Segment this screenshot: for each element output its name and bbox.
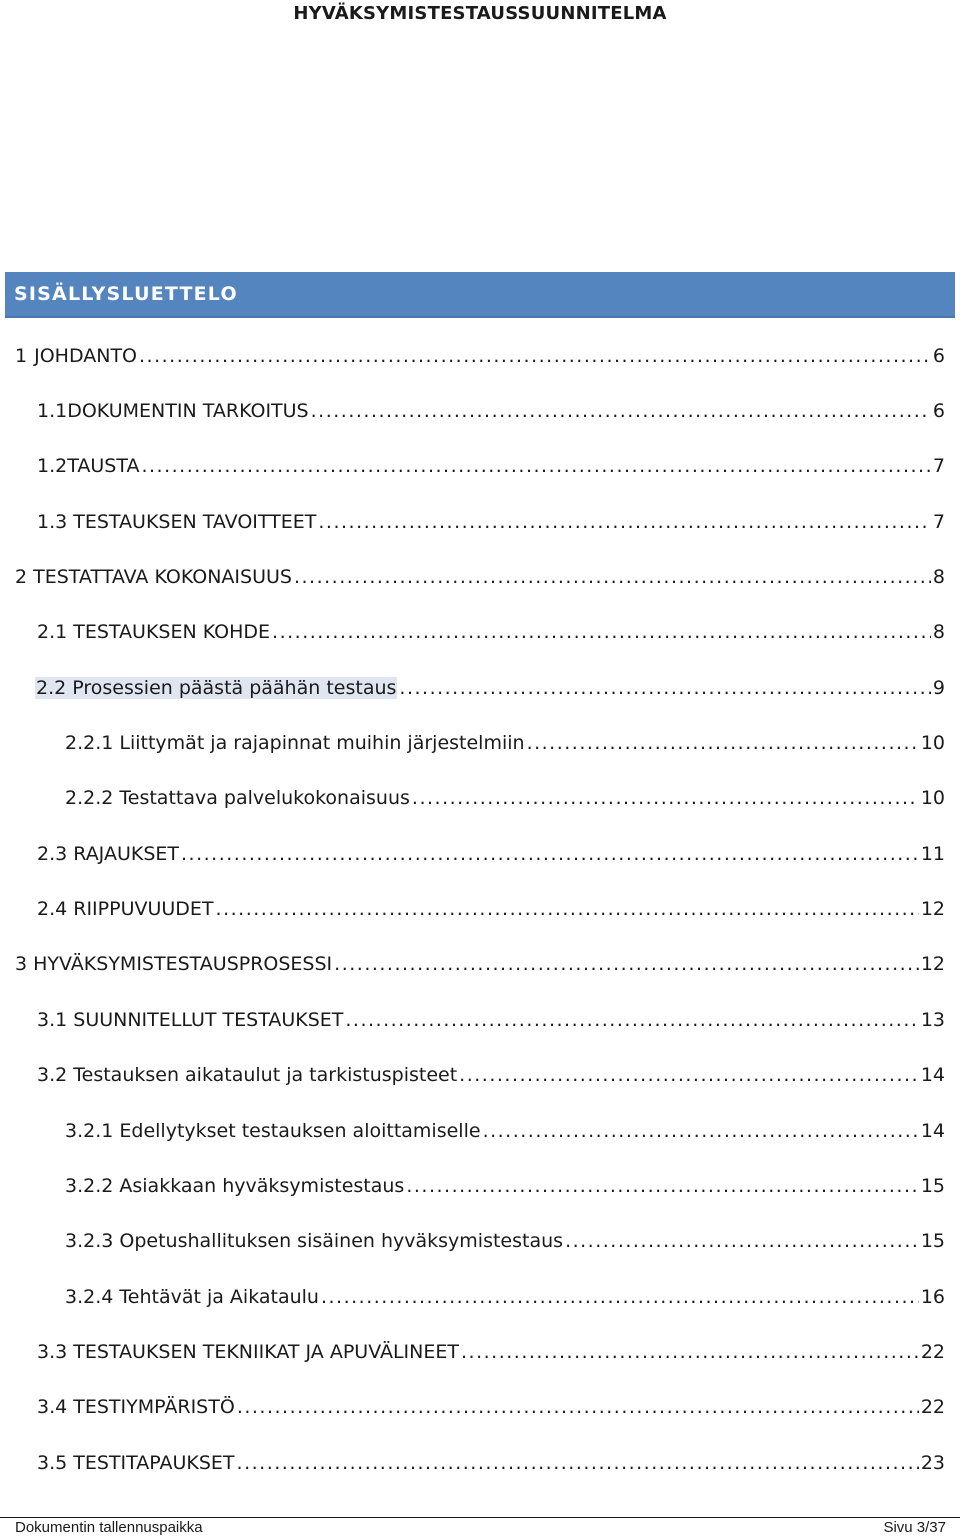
- toc-entry-label: 3.1 SUUNNITELLUT TESTAUKSET: [37, 1009, 344, 1031]
- toc-leader-dots: [272, 621, 931, 643]
- toc-entry-page: 7: [932, 511, 945, 533]
- toc-entry-tehtavat-aikataulu[interactable]: [65, 1268, 945, 1308]
- toc-entry-page: 12: [920, 953, 945, 975]
- toc-entry-testattava-kokonaisuus[interactable]: [15, 548, 945, 588]
- toc-entry-edellytykset[interactable]: [65, 1102, 945, 1142]
- toc-entry-prosessien-testaus[interactable]: [35, 659, 945, 699]
- toc-entry-label: 2.2.1 Liittymät ja rajapinnat muihin järjestelmiin: [65, 732, 525, 754]
- toc-entry-label: JOHDANTO: [34, 345, 138, 367]
- toc-entry-label: 3.2 Testauksen aikataulut ja tarkistuspisteet: [37, 1064, 458, 1086]
- toc-entry-label: 3.4 TESTIYMPÄRISTÖ: [37, 1396, 235, 1418]
- document-header: [0, 3, 960, 24]
- toc-leader-dots: [237, 1452, 919, 1474]
- toc-banner: [5, 272, 955, 318]
- toc-entry-label: 3.2.4 Tehtävät ja Aikataulu: [65, 1286, 319, 1308]
- toc-entry-johdanto[interactable]: [15, 327, 945, 367]
- toc-entry-tekniikat[interactable]: [37, 1323, 945, 1363]
- toc-entry-page: 6: [932, 400, 945, 422]
- toc-entry-label: 3.3 TESTAUKSEN TEKNIIKAT JA APUVÄLINEET: [37, 1341, 459, 1363]
- toc-entry-liittymat[interactable]: [65, 714, 945, 754]
- toc-entry-page: 10: [920, 732, 945, 754]
- toc-entry-page: 22: [920, 1341, 945, 1363]
- toc-leader-dots: [527, 732, 919, 754]
- toc-entry-page: 9: [932, 677, 945, 699]
- footer-page-number: Sivu 3/37: [883, 1519, 946, 1536]
- toc-leader-dots: [483, 1120, 919, 1142]
- toc-title: SISÄLLYSLUETTELO: [14, 283, 238, 305]
- toc-entry-number: 1.1: [37, 400, 68, 422]
- toc-entry-page: 8: [932, 566, 945, 588]
- toc-entry-label: 1.3 TESTAUKSEN TAVOITTEET: [37, 511, 317, 533]
- document-footer: [0, 1517, 960, 1539]
- toc-entry-label: 3.2.2 Asiakkaan hyväksymistestaus: [65, 1175, 405, 1197]
- toc-entry-sisainen-testaus[interactable]: [65, 1212, 945, 1252]
- toc-entry-testauksen-tavoitteet[interactable]: [37, 493, 945, 533]
- toc-entry-rajaukset[interactable]: [37, 825, 945, 865]
- toc-leader-dots: [412, 787, 919, 809]
- toc-entry-page: 16: [920, 1286, 945, 1308]
- toc-entry-label: TAUSTA: [67, 455, 140, 477]
- toc-entry-label: DOKUMENTIN TARKOITUS: [67, 400, 309, 422]
- toc-leader-dots: [345, 1009, 918, 1031]
- toc-leader-dots: [406, 1175, 918, 1197]
- document-title: HYVÄKSYMISTESTAUSSUUNNITELMA: [293, 3, 667, 24]
- toc-leader-dots: [318, 511, 931, 533]
- toc-entry-page: 12: [920, 898, 945, 920]
- toc-entry-label: 2.3 RAJAUKSET: [37, 843, 179, 865]
- toc-entry-page: 14: [920, 1120, 945, 1142]
- toc-leader-dots: [565, 1230, 919, 1252]
- toc-entry-testitapaukset[interactable]: [37, 1434, 945, 1474]
- toc-leader-dots: [321, 1286, 919, 1308]
- toc-entry-number: 1.2: [37, 455, 68, 477]
- toc-entry-page: 7: [932, 455, 945, 477]
- toc-leader-dots: [237, 1396, 919, 1418]
- toc-entry-dokumentin-tarkoitus[interactable]: [37, 382, 945, 422]
- toc-entry-label: 2.2.2 Testattava palvelukokonaisuus: [65, 787, 410, 809]
- toc-leader-dots: [459, 1064, 919, 1086]
- toc-leader-dots: [399, 677, 931, 699]
- toc-entry-label: 2.2 Prosessien päästä päähän testaus: [36, 677, 397, 699]
- toc-entry-page: 22: [920, 1396, 945, 1418]
- toc-leader-dots: [334, 953, 919, 975]
- toc-entry-label: 3 HYVÄKSYMISTESTAUSPROSESSI: [15, 953, 333, 975]
- toc-entry-number: 1: [15, 345, 28, 367]
- toc-entry-page: 13: [920, 1009, 945, 1031]
- toc-entry-aikataulut[interactable]: [37, 1046, 945, 1086]
- toc-entry-hyvaksymistestausprosessi[interactable]: [15, 935, 945, 975]
- toc-entry-label: 2.1 TESTAUKSEN KOHDE: [37, 621, 271, 643]
- toc-leader-dots: [311, 400, 931, 422]
- toc-entry-testauksen-kohde[interactable]: [37, 603, 945, 643]
- toc-entry-label: 3.2.1 Edellytykset testauksen aloittamiselle: [65, 1120, 481, 1142]
- toc-entry-label: 3.5 TESTITAPAUKSET: [37, 1452, 235, 1474]
- toc-entry-page: 15: [920, 1230, 945, 1252]
- toc-entry-riippuvuudet[interactable]: [37, 880, 945, 920]
- toc-leader-dots: [139, 345, 931, 367]
- toc-entry-label: 2.4 RIIPPUVUUDET: [37, 898, 214, 920]
- toc-entry-label: 2 TESTATTAVA KOKONAISUUS: [15, 566, 292, 588]
- toc-entry-page: 11: [920, 843, 945, 865]
- toc-leader-dots: [181, 843, 919, 865]
- toc-entry-tausta[interactable]: [37, 437, 945, 477]
- toc-entry-page: 23: [920, 1452, 945, 1474]
- toc-leader-dots: [294, 566, 931, 588]
- toc-entry-page: 6: [932, 345, 945, 367]
- toc-entry-page: 8: [932, 621, 945, 643]
- footer-location: Dokumentin tallennuspaikka: [15, 1519, 203, 1536]
- toc-leader-dots: [141, 455, 930, 477]
- toc-leader-dots: [216, 898, 919, 920]
- toc-entry-suunnitellut-testaukset[interactable]: [37, 991, 945, 1031]
- toc-entry-palvelukokonaisuus[interactable]: [65, 769, 945, 809]
- toc-entry-asiakkaan-testaus[interactable]: [65, 1157, 945, 1197]
- toc-leader-dots: [461, 1341, 919, 1363]
- toc-entry-label: 3.2.3 Opetushallituksen sisäinen hyväksymistestaus: [65, 1230, 564, 1252]
- toc-entry-page: 14: [920, 1064, 945, 1086]
- toc-entry-page: 10: [920, 787, 945, 809]
- toc-entry-testiymparisto[interactable]: [37, 1378, 945, 1418]
- toc-entry-page: 15: [920, 1175, 945, 1197]
